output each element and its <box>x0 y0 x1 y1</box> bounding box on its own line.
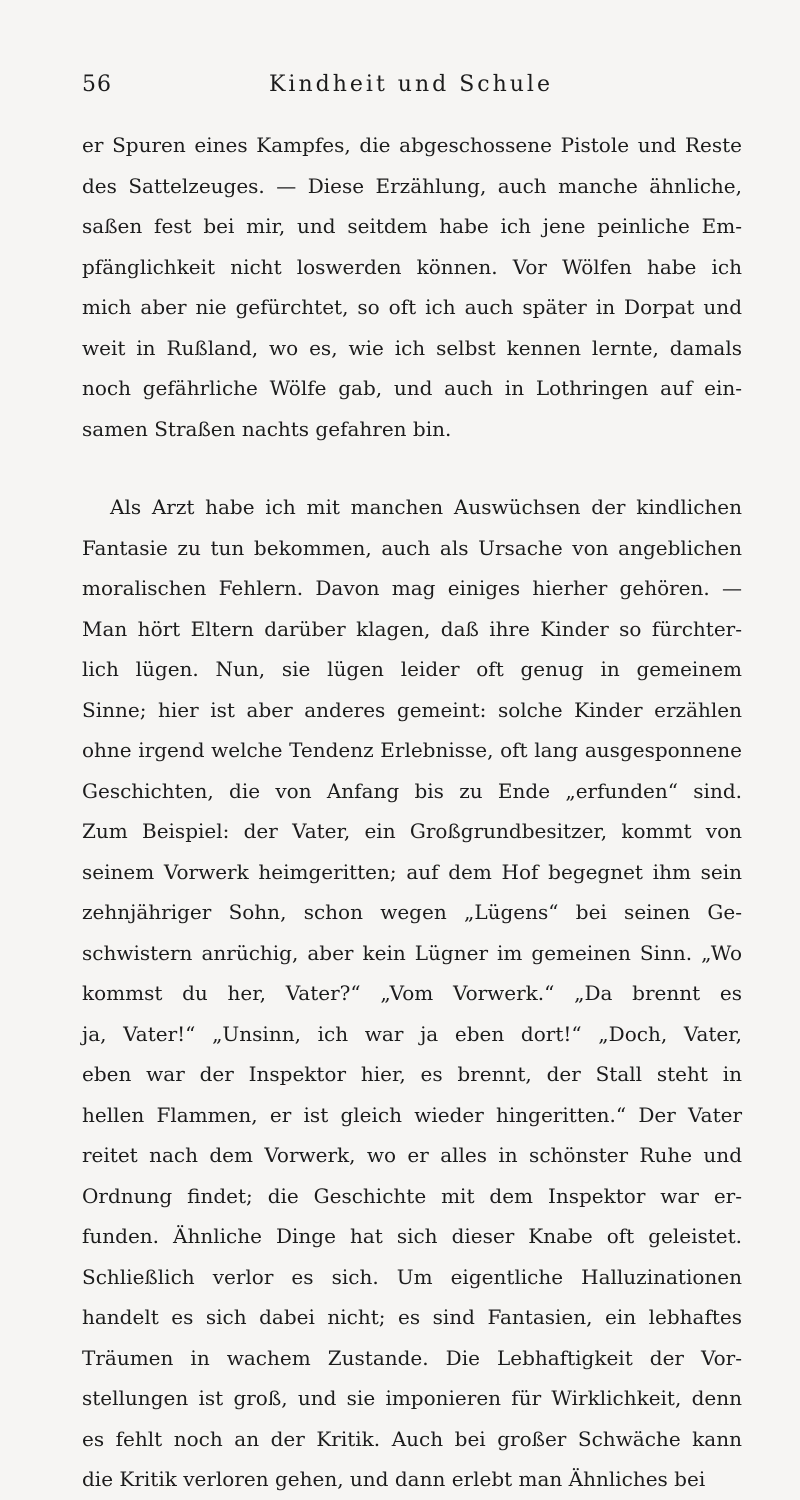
text-line: schwistern anrüchig, aber kein Lügner im gemeinen Sinn. „Wo <box>82 940 742 965</box>
text-line: Geschichten, die von Anfang bis zu Ende „erfunden“ sind. <box>82 778 742 803</box>
text-line: saßen fest bei mir, und seitdem habe ich jene peinliche Em- <box>82 214 742 238</box>
text-line: die Kritik verloren gehen, und dann erlebt man Ähnliches bei <box>82 1467 706 1491</box>
text-line: Sinne; hier ist aber anderes gemeint: solche Kinder erzählen <box>82 697 742 722</box>
paragraph <box>82 125 742 449</box>
text-line: Als Arzt habe ich mit manchen Auswüchsen der kindlichen <box>110 495 742 519</box>
text-line: funden. Ähnliche Dinge hat sich dieser Knabe oft geleistet. <box>82 1224 742 1248</box>
text-line: hellen Flammen, er ist gleich wieder hingeritten.“ Der Vater <box>82 1102 742 1127</box>
text-line: Man hört Eltern darüber klagen, daß ihre Kinder so fürchter- <box>82 616 742 641</box>
paragraph <box>82 487 742 1500</box>
text-line: Zum Beispiel: der Vater, ein Großgrundbesitzer, kommt von <box>82 819 742 843</box>
text-line: samen Straßen nachts gefahren bin. <box>82 416 452 441</box>
text-line: ohne irgend welche Tendenz Erlebnisse, oft lang ausgesponnene <box>82 738 742 762</box>
text-line: eben war der Inspektor hier, es brennt, der Stall steht in <box>82 1062 742 1086</box>
text-line: ja, Vater!“ „Unsinn, ich war ja eben dort!“ „Doch, Vater, <box>82 1021 742 1046</box>
text-line: stellungen ist groß, und sie imponieren für Wirklichkeit, denn <box>82 1386 742 1410</box>
text-line: reitet nach dem Vorwerk, wo er alles in schönster Ruhe und <box>82 1143 742 1167</box>
text-line: handelt es sich dabei nicht; es sind Fantasien, ein lebhaftes <box>82 1305 742 1329</box>
text-line: Schließlich verlor es sich. Um eigentliche Halluzinationen <box>82 1264 742 1289</box>
text-line: er Spuren eines Kampfes, die abgeschossene Pistole und Reste <box>82 133 742 157</box>
page-header <box>82 72 740 106</box>
text-line: es fehlt noch an der Kritik. Auch bei großer Schwäche kann <box>82 1426 742 1451</box>
text-line: des Sattelzeuges. — Diese Erzählung, auch manche ähnliche, <box>82 173 742 198</box>
text-line: mich aber nie gefürchtet, so oft ich auch später in Dorpat und <box>82 295 742 319</box>
text-line: seinem Vorwerk heimgeritten; auf dem Hof begegnet ihm sein <box>82 859 742 884</box>
running-title: Kindheit und Schule <box>269 72 553 97</box>
text-line: pfänglichkeit nicht loswerden können. Vor Wölfen habe ich <box>82 254 742 279</box>
text-line: Ordnung findet; die Geschichte mit dem Inspektor war er- <box>82 1183 742 1208</box>
text-line: noch gefährliche Wölfe gab, und auch in Lothringen auf ein- <box>82 376 742 400</box>
text-line: kommst du her, Vater?“ „Vom Vorwerk.“ „Da brennt es <box>82 981 742 1005</box>
text-line: moralischen Fehlern. Davon mag einiges hierher gehören. — <box>82 576 742 600</box>
text-line: lich lügen. Nun, sie lügen leider oft genug in gemeinem <box>82 657 742 681</box>
text-line: zehnjähriger Sohn, schon wegen „Lügens“ bei seinen Ge- <box>82 900 742 924</box>
text-line: weit in Rußland, wo es, wie ich selbst kennen lernte, damals <box>82 335 742 360</box>
page-number: 56 <box>82 72 112 97</box>
body-text <box>82 125 742 1500</box>
text-line: Träumen in wachem Zustande. Die Lebhaftigkeit der Vor- <box>82 1345 742 1370</box>
text-line: Fantasie zu tun bekommen, auch als Ursache von angeblichen <box>82 535 742 560</box>
